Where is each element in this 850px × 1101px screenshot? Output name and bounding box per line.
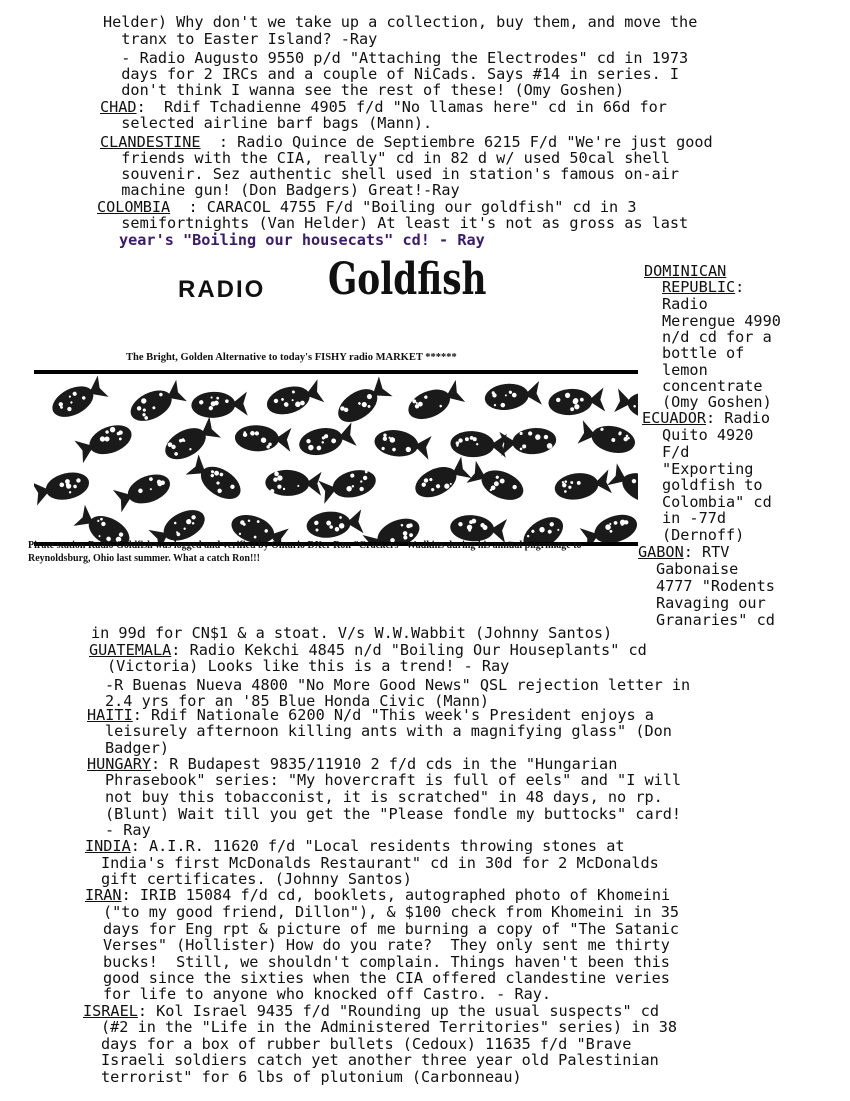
- goldfish-cracker-shape: [191, 391, 248, 419]
- text-line: days for a box of rubber bullets (Cedoux) 11635 f/d "Brave: [101, 1035, 632, 1053]
- goldfish-cracker-shape: [126, 379, 188, 427]
- goldfish-cracker-shape: [466, 460, 528, 506]
- entry-text: : Radio: [706, 409, 771, 427]
- goldfish-cracker-shape: [47, 375, 109, 424]
- heading-guatemala: GUATEMALA: [89, 641, 172, 659]
- text-line: bottle of: [662, 344, 745, 362]
- heading-hungary: HUNGARY: [87, 755, 152, 773]
- goldfish-cracker-shape: [234, 424, 291, 452]
- text-line: in -77d: [662, 509, 727, 527]
- entry-text: Rdif Tchadienne 4905 f/d "No llamas here" cd in 66d for: [145, 98, 667, 116]
- text-line: don't think I wanna see the rest of these! (Omy Goshen): [103, 81, 625, 99]
- text-line: n/d cd for a: [662, 328, 772, 346]
- heading-text: REPUBLIC: [662, 278, 736, 296]
- goldfish-cracker-shape: [318, 466, 379, 505]
- text-line: India's first McDonalds Restaurant" cd in 30d for 2 McDonalds: [101, 854, 659, 872]
- text-line: in 99d for CN$1 & a stoat. V/s W.W.Wabbit (Johnny Santos): [91, 624, 613, 642]
- text-line: - Radio Augusto 9550 p/d "Attaching the Electrodes" cd in 1973: [103, 49, 689, 67]
- goldfish-cracker-shape: [607, 462, 638, 508]
- text-line: Ravaging our: [656, 594, 766, 612]
- text-line: bucks! Still, we shouldn't complain. Things haven't been this: [103, 953, 670, 971]
- text-line: good since the sixties when the CIA offered clandestine veries: [103, 969, 670, 987]
- goldfish-cracker-shape: [450, 430, 507, 459]
- ad-radio-wordmark: RADIO: [178, 276, 266, 303]
- goldfish-cracker-shape: [305, 508, 363, 539]
- goldfish-cracker-shape: [228, 510, 289, 542]
- heading-haiti: HAITI: [87, 706, 133, 724]
- goldfish-cracker-shape: [553, 469, 612, 503]
- goldfish-cracker-shape: [160, 416, 222, 466]
- goldfish-cracker-shape: [148, 504, 210, 542]
- text-line: tranx to Easter Island? -Ray: [103, 30, 378, 48]
- goldfish-crackers-photo: [34, 370, 638, 546]
- text-line: 2.4 yrs for an '85 Blue Honda Civic (Mann): [105, 692, 490, 710]
- text-line: 4777 "Rodents: [656, 577, 775, 595]
- text-line: -R Buenas Nueva 4800 "No More Good News" QSL rejection letter in: [105, 676, 691, 694]
- text-line: Badger): [105, 739, 170, 757]
- text-line: Israeli soldiers catch yet another three year old Palestinian: [101, 1051, 659, 1069]
- goldfish-cracker-shape: [577, 419, 637, 457]
- goldfish-cracker-shape: [548, 387, 606, 417]
- entry-text: : A.I.R. 11620 f/d "Local residents throwing stones at: [130, 837, 625, 855]
- entry-text: : Radio Quince de Septiembre 6215 F/d "We're just good: [200, 133, 713, 151]
- text-line: Colombia" cd: [662, 493, 772, 511]
- goldfish-cracker-shape: [362, 513, 424, 542]
- entry-text: : Kol Israel 9435 f/d "Rounding up the usual suspects" cd: [137, 1002, 660, 1020]
- text-line: (Dernoff): [662, 526, 745, 544]
- text-line: F/d: [662, 443, 690, 461]
- text-line: terrorist" for 6 lbs of plutonium (Carbonneau): [101, 1068, 522, 1086]
- radio-goldfish-ad: [28, 254, 638, 592]
- heading-israel: ISRAEL: [83, 1002, 138, 1020]
- text-line: (Omy Goshen): [662, 393, 772, 411]
- text-line: (Victoria) Looks like this is a trend! - Ray: [107, 657, 510, 675]
- goldfish-cracker-shape: [297, 421, 357, 459]
- entry-gabon: [638, 544, 729, 561]
- entry-text: : CARACOL 4755 F/d "Boiling our goldfish" cd in 3: [170, 198, 637, 216]
- goldfish-cracker-shape: [449, 513, 507, 542]
- entry-text: : Radio Kekchi 4845 n/d "Boiling Our Houseplants" cd: [171, 641, 647, 659]
- entry-ecuador: [642, 410, 770, 427]
- goldfish-cracker-shape: [579, 510, 638, 542]
- entry-text: : Rdif Nationale 6200 N/d "This week's President enjoys a: [132, 706, 654, 724]
- goldfish-cracker-shape: [265, 469, 322, 496]
- text-line: Merengue 4990: [662, 312, 781, 330]
- goldfish-cracker-shape: [264, 378, 325, 419]
- heading-india: INDIA: [85, 837, 131, 855]
- text-line: (Blunt) Wait till you get the "Please fondle my buttocks" card!: [105, 805, 682, 823]
- text-line: concentrate: [662, 377, 763, 395]
- goldfish-cracker-shape: [404, 379, 466, 425]
- entry-india: [85, 838, 624, 855]
- goldfish-cracker-shape: [185, 454, 246, 506]
- text-line: "Exporting: [662, 460, 754, 478]
- entry-text: : R Budapest 9835/11910 2 f/d cds in the "Hungarian: [151, 755, 618, 773]
- text-line: friends with the CIA, really" cd in 82 d w/ used 50cal shell: [103, 149, 670, 167]
- goldfish-cracker-shape: [483, 380, 542, 412]
- text-line: Helder) Why don't we take up a collection, buy them, and move the: [103, 13, 698, 31]
- text-line: not buy this tobacconist, it is scratched" in 48 days, no rp.: [105, 788, 663, 806]
- entry-chad: CHAD: Rdif Tchadienne 4905 f/d "No llamas here" cd in 66d for: [100, 98, 667, 116]
- text-line: goldfish to: [662, 476, 763, 494]
- text-line: Phrasebook" series: "My hovercraft is full of eels" and "I will: [105, 771, 682, 789]
- text-line: semifortnights (Van Helder) At least it's not as gross as last: [103, 214, 689, 232]
- goldfish-cracker-shape: [113, 469, 175, 513]
- text-line: (#2 in the "Life in the Administered Territories" series) in 38: [101, 1018, 678, 1036]
- text-line: Radio: [662, 295, 708, 313]
- goldfish-cracker-shape: [410, 456, 472, 504]
- text-line: leisurely afternoon killing ants with a magnifying glass" (Don: [105, 722, 672, 740]
- heading-gabon: GABON: [638, 543, 684, 561]
- heading-clandestine: CLANDESTINE: [100, 133, 201, 151]
- text-line: for life to anyone who knocked off Castro. - Ray.: [103, 985, 552, 1003]
- text-line: lemon: [662, 361, 708, 379]
- entry-iran: [85, 887, 670, 904]
- heading-text: DOMINICAN: [644, 262, 727, 280]
- text-line: year's "Boiling our housecats" cd! - Ray: [119, 231, 485, 249]
- text-line: - Ray: [105, 821, 151, 839]
- text-line: ("to my good friend, Dillon"), & $100 check from Khomeini in 35: [103, 903, 680, 921]
- entry-text: : IRIB 15084 f/d cd, booklets, autographed photo of Khomeini: [121, 886, 671, 904]
- goldfish-cracker-shape: [34, 468, 92, 506]
- goldfish-cracker-shape: [508, 511, 569, 542]
- entry-text: : RTV: [683, 543, 730, 561]
- entry-text: :: [735, 278, 745, 296]
- goldfish-cracker-shape: [373, 427, 432, 460]
- ad-tagline: The Bright, Golden Alternative to today's FISHY radio MARKET ******: [126, 352, 457, 363]
- ad-goldfish-wordmark: Goldfish: [328, 254, 487, 305]
- goldfish-cracker-shape: [499, 426, 557, 457]
- heading-republic: [662, 279, 744, 296]
- heading-ecuador: ECUADOR: [642, 409, 707, 427]
- heading-chad: CHAD: [100, 98, 137, 116]
- goldfish-cracker-shape: [332, 376, 393, 429]
- text-line: Gabonaise: [656, 560, 739, 578]
- text-line: Quito 4920: [662, 426, 754, 444]
- text-line: gift certificates. (Johnny Santos): [101, 870, 412, 888]
- heading-iran: IRAN: [85, 886, 122, 904]
- text-line: souvenir. Sez authentic shell used in station's famous on-air: [103, 165, 680, 183]
- text-line: machine gun! (Don Badgers) Great!-Ray: [103, 181, 460, 199]
- goldfish-cracker-shape: [614, 387, 638, 422]
- text-line: selected airline barf bags (Mann).: [103, 114, 433, 132]
- heading-colombia: COLOMBIA: [97, 198, 171, 216]
- text-line: Granaries" cd: [656, 611, 775, 629]
- text-line: days for 2 IRCs and a couple of NiCads. Says #14 in series. I: [103, 65, 680, 83]
- goldfish-cracker-shape: [74, 420, 136, 464]
- goldfish-crackers-illustration: [34, 374, 638, 542]
- goldfish-cracker-shape: [73, 504, 135, 542]
- text-line: Verses" (Hollister) How do you rate? They only sent me thirty: [103, 936, 670, 954]
- text-line: days for Eng rpt & picture of me burning a copy of "The Satanic: [103, 920, 680, 938]
- ad-caption: Pirate station Radio Goldfish was logged and verified by Ontario DXer Ron "Crackers" Wadkins during his annual pilgrimage to Reynoldsburg, Ohio last summer. What a catch Ron!!!: [28, 540, 582, 564]
